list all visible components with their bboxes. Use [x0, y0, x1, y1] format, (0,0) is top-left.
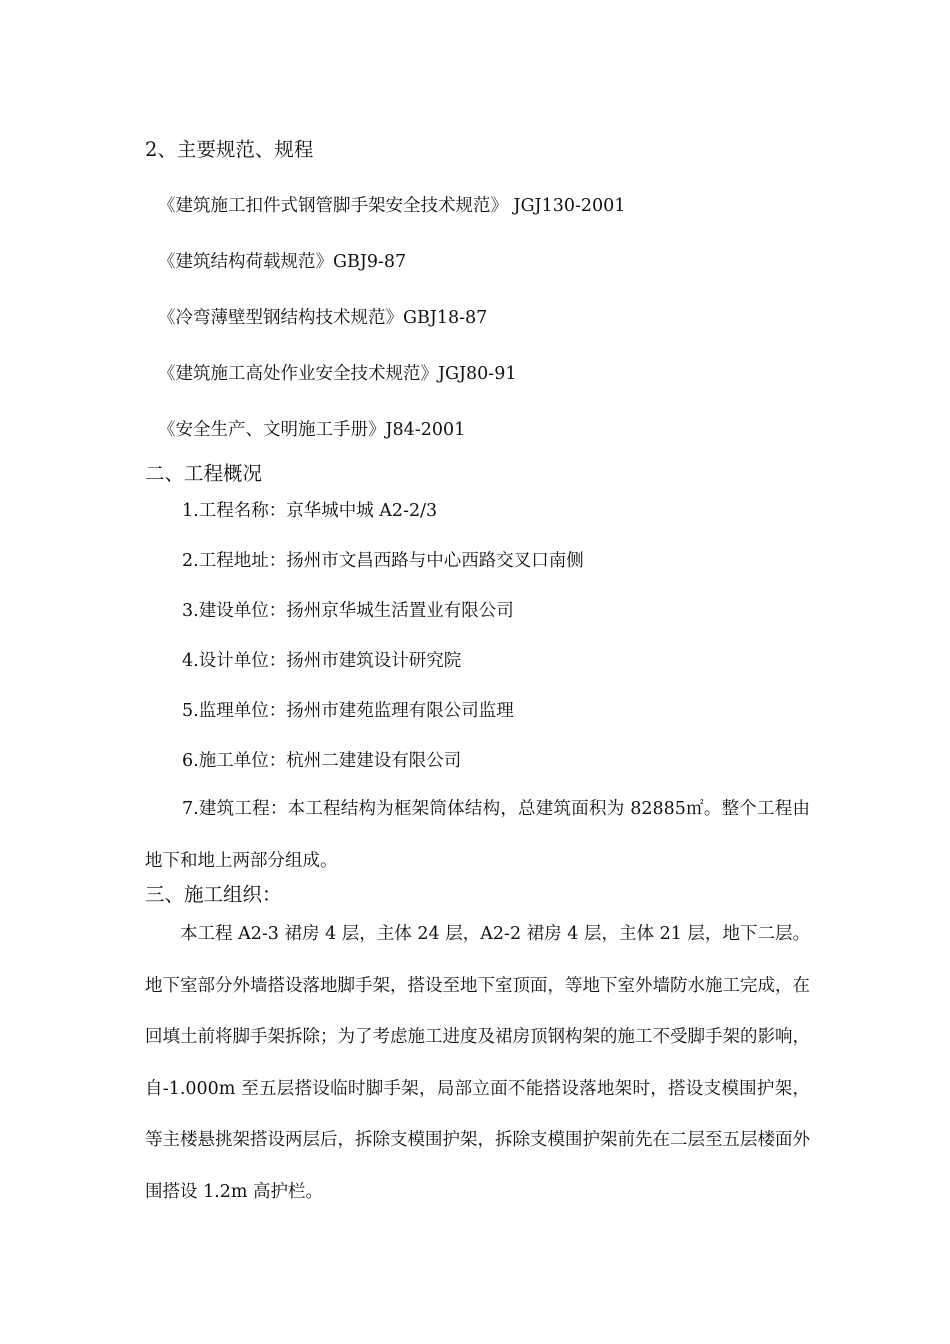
standard-item: 《建筑施工高处作业安全技术规范》JGJ80-91: [158, 364, 517, 384]
standard-item: 《建筑施工扣件式钢管脚手架安全技术规范》 JGJ130-2001: [158, 196, 626, 216]
overview-item: 4.设计单位：扬州市建筑设计研究院: [182, 651, 462, 671]
overview-item: 3.建设单位：扬州京华城生活置业有限公司: [182, 601, 514, 621]
overview-item: 6.施工单位：杭州二建建设有限公司: [182, 751, 462, 771]
standard-item: 《建筑结构荷载规范》GBJ9-87: [158, 252, 407, 272]
organization-heading: 三、施工组织：: [145, 883, 282, 906]
standards-heading: 2、主要规范、规程: [145, 138, 314, 161]
standard-item: 《安全生产、文明施工手册》J84-2001: [158, 420, 466, 440]
overview-building-item: 7.建筑工程：本工程结构为框架筒体结构，总建筑面积为 82885㎡。整个工程由地下和地上两部分组成。: [145, 799, 810, 871]
overview-item: 1.工程名称：京华城中城 A2-2/3: [182, 501, 438, 521]
standard-item: 《冷弯薄壁型钢结构技术规范》GBJ18-87: [158, 308, 488, 328]
overview-item: 5.监理单位：扬州市建苑监理有限公司监理: [182, 701, 514, 721]
overview-item: 2.工程地址：扬州市文昌西路与中心西路交叉口南侧: [182, 551, 584, 571]
overview-heading: 二、工程概况: [145, 462, 263, 485]
organization-paragraph: 本工程 A2-3 裙房 4 层，主体 24 层，A2-2 裙房 4 层，主体 21 层，地下二层。地下室部分外墙搭设落地脚手架，搭设至地下室顶面，等地下室外墙防水施工完成，在回填土前将脚手架拆除；为了考虑施工进度及裙房顶钢构架的施工不受脚手架的影响，自-1.000m 至五层搭设临时脚手架，局部立面不能搭设落地架时，搭设支模围护架，等主楼悬挑架搭设两层后，拆除支模围护架，拆除支模围护架前先在二层至五层楼面外围搭设 1.2m 高护栏。: [145, 924, 810, 1202]
